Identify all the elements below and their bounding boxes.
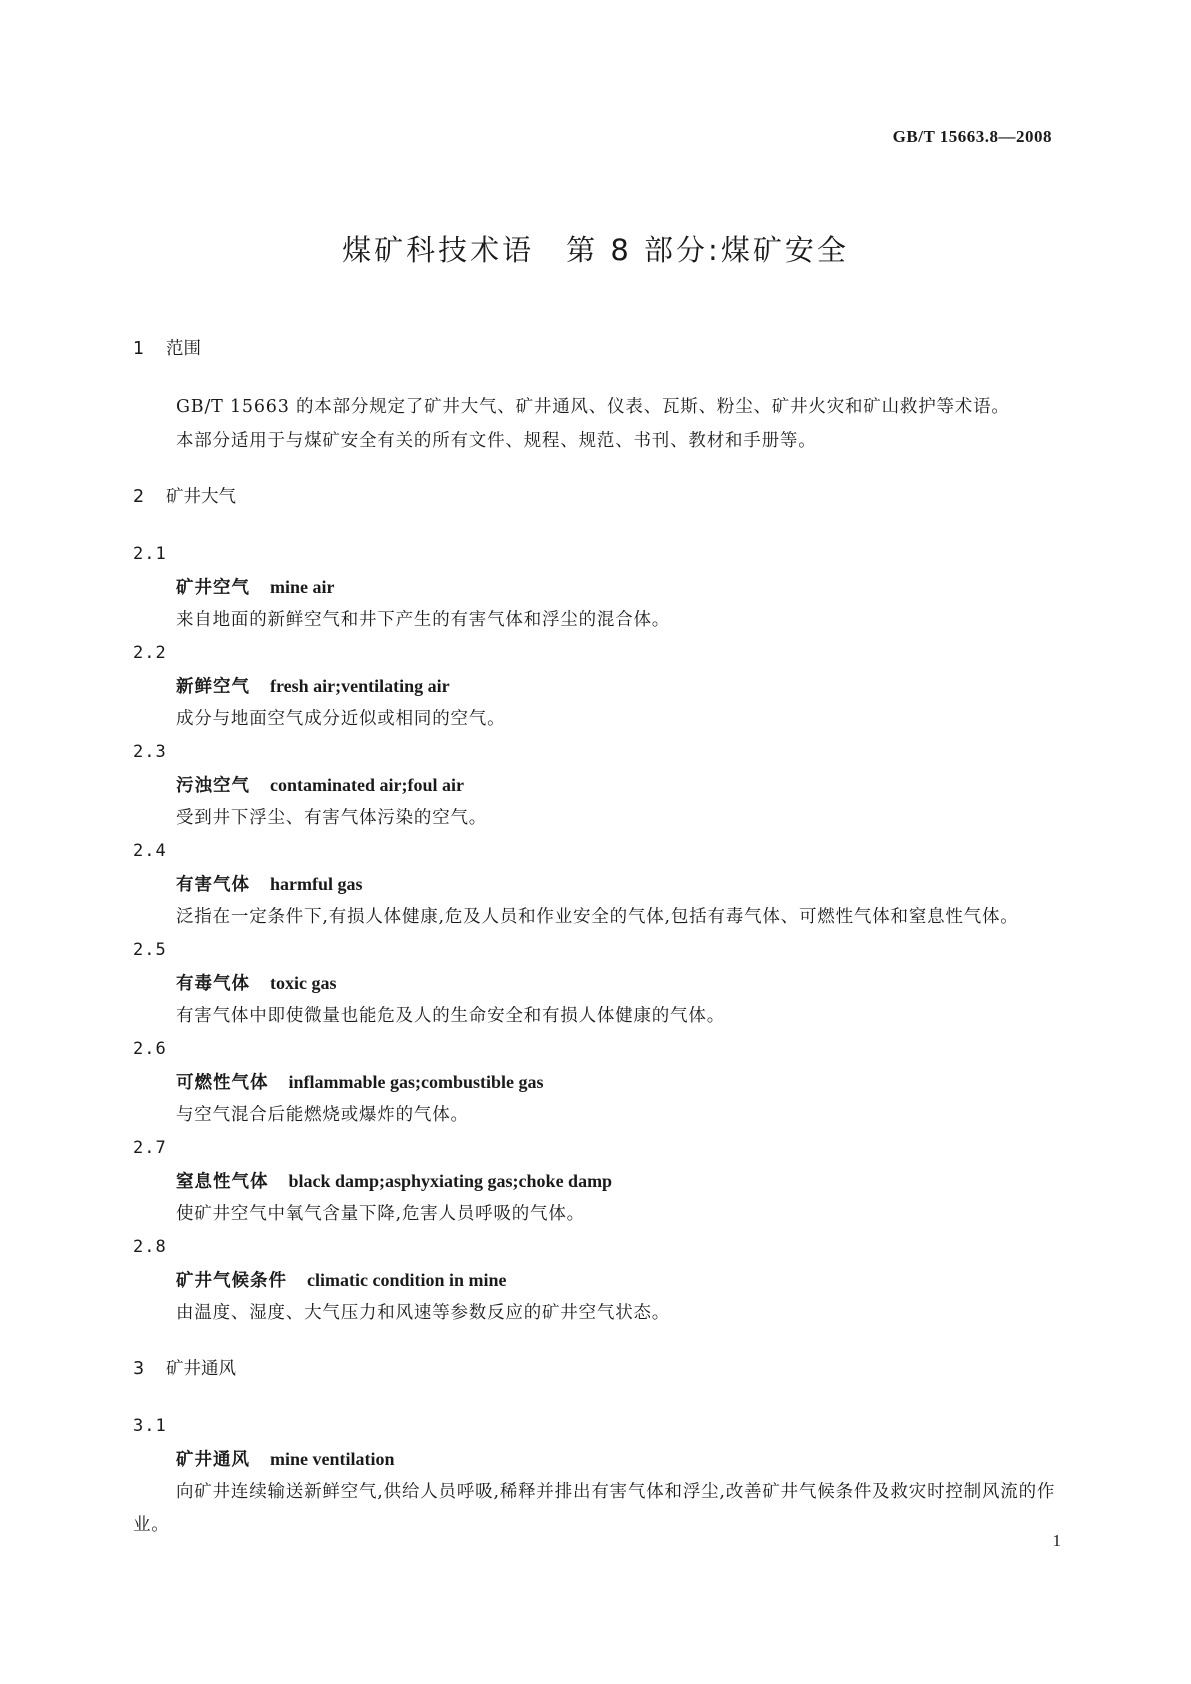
term <box>133 868 1061 901</box>
term-definition: 受到井下浮尘、有害气体污染的空气。 <box>176 808 488 828</box>
entry-number: 2.2 <box>133 643 167 663</box>
term-zh: 窒息性气体 <box>176 1172 269 1192</box>
term-entry <box>133 1033 1061 1132</box>
term-definition: 来自地面的新鲜空气和井下产生的有害气体和浮尘的混合体。 <box>176 610 671 630</box>
term-definition: 使矿井空气中氧气含量下降,危害人员呼吸的气体。 <box>176 1204 585 1224</box>
term-zh: 矿井通风 <box>176 1450 250 1470</box>
entry-number: 2.7 <box>133 1138 167 1158</box>
term-entry <box>133 1410 1061 1542</box>
term <box>133 1443 1061 1476</box>
section-heading <box>133 1352 1061 1386</box>
term-en: harmful gas <box>270 874 363 894</box>
section-3 <box>133 1352 1061 1542</box>
entry-number: 2.1 <box>133 544 167 564</box>
term-definition: 有害气体中即使微量也能危及人的生命安全和有损人体健康的气体。 <box>176 1006 725 1026</box>
term-zh: 矿井空气 <box>176 578 250 598</box>
section-heading <box>133 332 1061 366</box>
term <box>133 571 1061 604</box>
term-en: climatic condition in mine <box>307 1270 507 1290</box>
section-2 <box>133 480 1061 1330</box>
entry-number: 3.1 <box>133 1416 167 1436</box>
section-number: 1 <box>133 339 145 359</box>
term-definition: 泛指在一定条件下,有损人体健康,危及人员和作业安全的气体,包括有毒气体、可燃性气体和窒息性气体。 <box>176 907 1019 927</box>
term-entry <box>133 1231 1061 1330</box>
scope-paragraph: 本部分适用于与煤矿安全有关的所有文件、规程、规范、书刊、教材和手册等。 <box>176 431 817 451</box>
term-definition: 由温度、湿度、大气压力和风速等参数反应的矿井空气状态。 <box>176 1303 671 1323</box>
page-number: 1 <box>1052 1531 1061 1550</box>
term <box>133 1066 1061 1099</box>
term-zh: 可燃性气体 <box>176 1073 269 1093</box>
section-title: 矿井通风 <box>166 1359 236 1379</box>
section-number: 3 <box>133 1359 145 1379</box>
entry-number: 2.6 <box>133 1039 167 1059</box>
term-zh: 有毒气体 <box>176 974 250 994</box>
term-en: mine ventilation <box>270 1449 395 1469</box>
term-entry <box>133 637 1061 736</box>
section-number: 2 <box>133 487 145 507</box>
term-definition: 向矿井连续输送新鲜空气,供给人员呼吸,稀释并排出有害气体和浮尘,改善矿井气候条件及救灾时控制风流的作业。 <box>133 1482 1056 1535</box>
term-entry <box>133 1132 1061 1231</box>
term-en: black damp;asphyxiating gas;choke damp <box>288 1171 613 1191</box>
standard-number: GB/T 15663.8—2008 <box>892 127 1052 146</box>
section-1 <box>133 332 1061 458</box>
term <box>133 769 1061 802</box>
scope-paragraph: GB/T 15663 的本部分规定了矿井大气、矿井通风、仪表、瓦斯、粉尘、矿井火灾和矿山救护等术语。 <box>176 397 1010 417</box>
term <box>133 1264 1061 1297</box>
document-body <box>133 332 1061 1564</box>
section-title: 范围 <box>166 339 201 359</box>
entry-number: 2.4 <box>133 841 167 861</box>
document-title: 煤矿科技术语 第 8 部分:煤矿安全 <box>342 233 849 267</box>
term-definition: 与空气混合后能燃烧或爆炸的气体。 <box>176 1105 469 1125</box>
section-heading <box>133 480 1061 514</box>
entry-number: 2.8 <box>133 1237 167 1257</box>
entry-number: 2.3 <box>133 742 167 762</box>
term-en: toxic gas <box>270 973 337 993</box>
term <box>133 967 1061 1000</box>
section-title: 矿井大气 <box>166 487 236 507</box>
term-en: mine air <box>270 577 335 597</box>
term-entry <box>133 934 1061 1033</box>
term-en: fresh air;ventilating air <box>270 676 450 696</box>
term-zh: 新鲜空气 <box>176 677 250 697</box>
entry-number: 2.5 <box>133 940 167 960</box>
term-en: inflammable gas;combustible gas <box>288 1072 544 1092</box>
term-entry <box>133 835 1061 934</box>
term-entry <box>133 736 1061 835</box>
term-entry <box>133 538 1061 637</box>
term-zh: 污浊空气 <box>176 776 250 796</box>
term-zh: 有害气体 <box>176 875 250 895</box>
term <box>133 670 1061 703</box>
term-en: contaminated air;foul air <box>270 775 464 795</box>
term <box>133 1165 1061 1198</box>
term-definition: 成分与地面空气成分近似或相同的空气。 <box>176 709 506 729</box>
term-zh: 矿井气候条件 <box>176 1271 287 1291</box>
